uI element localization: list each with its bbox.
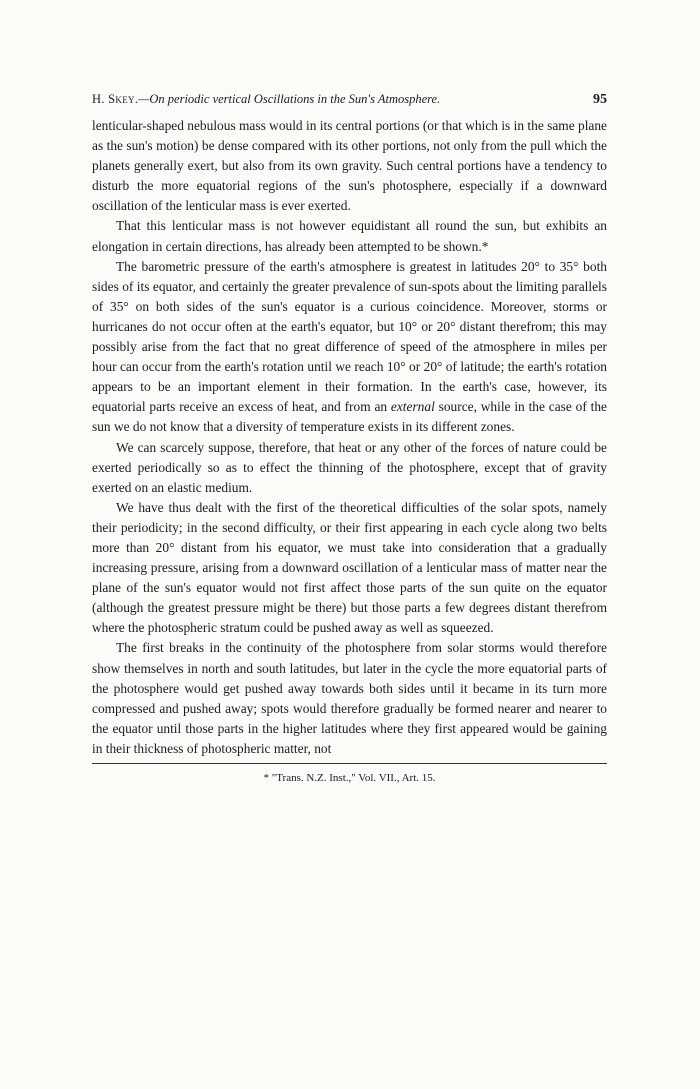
- header-author: H. Skey.: [92, 92, 139, 106]
- paragraph-6: The first breaks in the continuity of the photosphere from solar storms would therefore show themselves in north and south latitudes, but later in the cycle the more equatorial parts of the photosphere would get pushed away towards both sides until it became in its turn more compressed and pushed away; spots would therefore gradually be formed nearer and nearer to the equator until those parts in the higher latitudes where they first appeared would be gaining in their thickness of photospheric matter, not: [92, 640, 607, 756]
- page: [92, 88, 607, 786]
- footnote: * "Trans. N.Z. Inst.," Vol. VII., Art. 15.: [263, 772, 436, 784]
- page-number: 95: [593, 92, 607, 107]
- article-body: [92, 116, 607, 759]
- paragraph-2: That this lenticular mass is not however equidistant all round the sun, but exhibits an elongation in certain directions, has already been attempted to be shown.*: [92, 218, 607, 254]
- paragraph-1: lenticular-shaped nebulous mass would in its central portions (or that which is in the same plane as the sun's motion) be dense compared with its other portions, not only from the pull which the planets generally exert, but also from its own gravity. Such central portions have a tendency to disturb the more equatorial regions of the sun's photosphere, especially if a downward oscillation of the lenticular mass is ever exerted.: [92, 118, 607, 214]
- header-title: [92, 88, 440, 110]
- paragraph-4: We can scarcely suppose, therefore, that heat or any other of the forces of nature could be exerted periodically so as to effect the thinning of the photosphere, except that of gravity exerted on an elastic medium.: [92, 439, 607, 495]
- paragraph-5: We have thus dealt with the first of the theoretical difficulties of the solar spots, namely their periodicity; in the second difficulty, or their first appearing in each cycle along two belts more than 20° distant from his equator, we must take into consideration that a gradually increasing pressure, arising from a downward oscillation of a lenticular mass of matter near the plane of the sun's equator would not first affect those parts of the sun quite on the equator (although the greatest pressure might be there) but those parts a few degrees distant therefrom where the photospheric stratum could be pushed away as well as squeezed.: [92, 499, 607, 636]
- paragraph-3: The barometric pressure of the earth's atmosphere is greatest in latitudes 20° to 35° both sides of its equator, and certainly the greater prevalence of sun-spots about the limiting parallels of 35° on both sides of the sun's equator is a curious coincidence. Moreover, storms or hurricanes do not occur often at the earth's equator, but 10° or 20° distant therefrom; this may possibly arise from the fact that no great difference of speed of the atmosphere in miles per hour can occur from the earth's rotation until we reach 10° or 20° of latitude; the earth's rotation appears to be an important element in their formation. In the earth's case, however, its equatorial parts receive an excess of heat, and from an external source, while in the case of the sun we do not know that a diversity of temperature exists in its different zones.: [92, 258, 607, 435]
- footnote-rule: [92, 763, 607, 764]
- header-article-title: —On periodic vertical Oscillations in the Sun's Atmosphere.: [138, 92, 441, 106]
- running-header: [92, 88, 607, 110]
